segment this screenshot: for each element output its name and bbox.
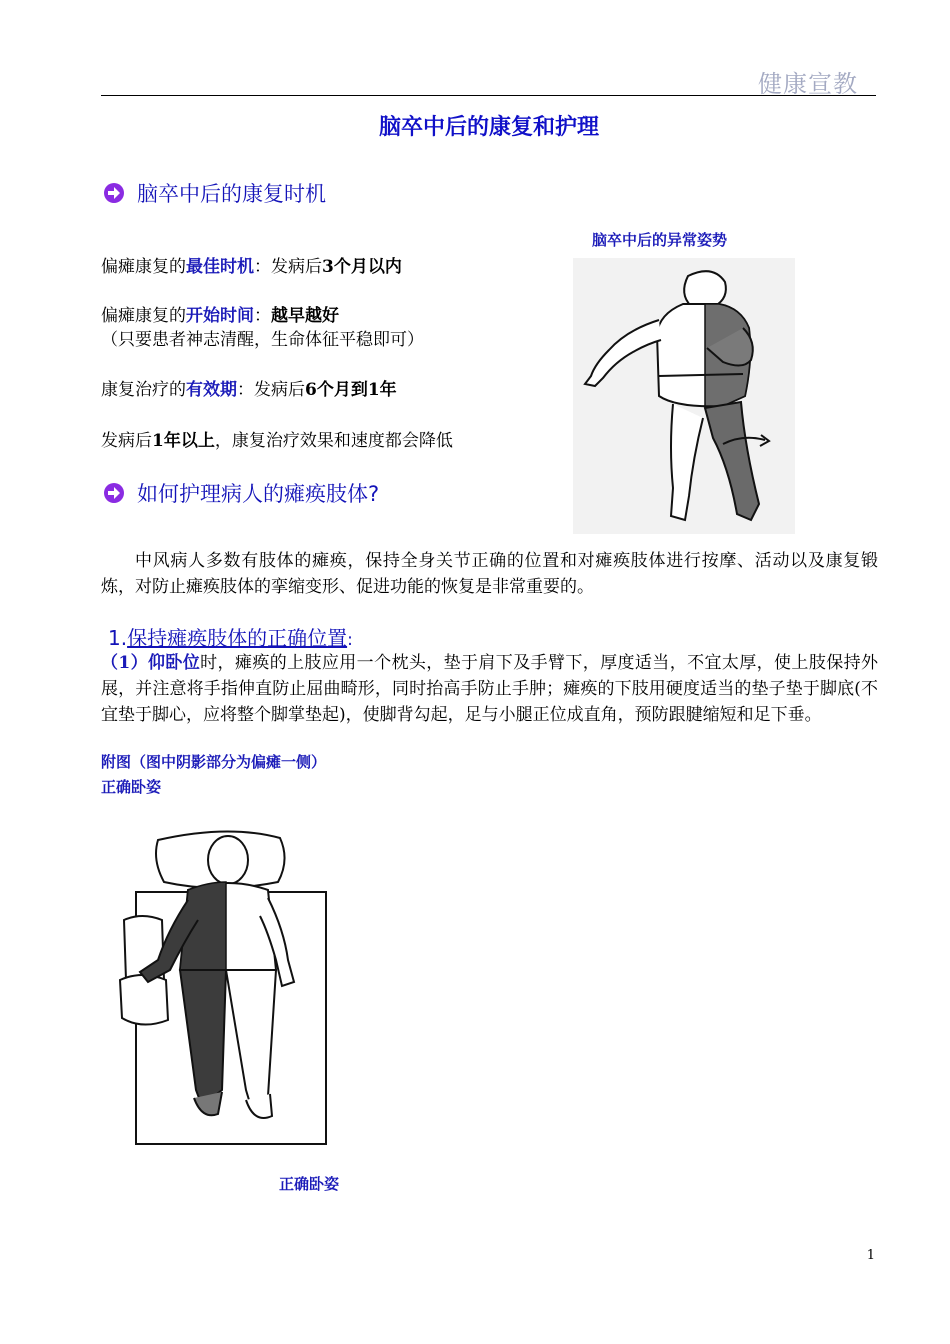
arrow-bullet-icon xyxy=(103,182,125,204)
page-title: 脑卒中后的康复和护理 xyxy=(378,115,599,140)
best-time-value: 3个月以内 xyxy=(322,257,402,277)
valid-period-value: 6个月到1年 xyxy=(305,380,397,400)
header-label: 健康宣教 xyxy=(758,70,858,98)
supine-item-label: （1） xyxy=(101,653,148,673)
valid-period-line xyxy=(101,375,397,400)
subsection1-colon: : xyxy=(347,630,353,650)
after-one-year-value: 1年以上 xyxy=(152,431,215,451)
section-heading-1-text: 脑卒中后的康复时机 xyxy=(137,182,326,206)
supine-item-key: 仰卧位 xyxy=(148,653,201,673)
valid-period-prefix: 康复治疗的 xyxy=(101,380,186,400)
start-time-key: 开始时间 xyxy=(186,306,254,326)
supine-position-illustration xyxy=(118,820,332,1150)
arrow-bullet-icon xyxy=(103,482,125,504)
best-time-line xyxy=(101,252,402,277)
figure2-caption: 正确卧姿 xyxy=(279,1175,340,1193)
subsection1-heading xyxy=(108,622,353,651)
valid-period-sep: ：发病后 xyxy=(237,380,305,400)
figure-note: 附图（图中阴影部分为偏瘫一侧） xyxy=(101,753,327,771)
after-one-year-prefix: 发病后 xyxy=(101,431,152,451)
section2-paragraph: 中风病人多数有肢体的瘫痪，保持全身关节正确的位置和对瘫痪肢体进行按摩、活动以及康复锻炼，对防止瘫痪肢体的挛缩变形、促进功能的恢复是非常重要的。 xyxy=(101,551,878,597)
figure1-caption: 脑卒中后的异常姿势 xyxy=(592,231,728,249)
subsection1-number: 1. xyxy=(108,626,128,650)
page-number: 1 xyxy=(866,1248,875,1263)
section-heading-2 xyxy=(103,478,379,508)
header-rule xyxy=(101,95,876,96)
start-time-prefix: 偏瘫康复的 xyxy=(101,306,186,326)
best-time-prefix: 偏瘫康复的 xyxy=(101,257,186,277)
start-time-note: （只要患者神志清醒，生命体征平稳即可） xyxy=(101,330,424,350)
abnormal-posture-illustration xyxy=(573,258,795,534)
figure-label: 正确卧姿 xyxy=(101,778,162,796)
after-one-year-suffix: ，康复治疗效果和速度都会降低 xyxy=(214,431,453,451)
section-heading-1 xyxy=(103,178,326,208)
start-time-line xyxy=(101,301,339,326)
valid-period-key: 有效期 xyxy=(186,380,237,400)
start-time-sep: ： xyxy=(254,306,271,326)
supine-paragraph xyxy=(101,650,878,728)
subsection1-heading-text: 保持瘫痪肢体的正确位置 xyxy=(127,626,348,650)
start-time-value: 越早越好 xyxy=(271,306,339,326)
supine-item-text: 时，瘫痪的上肢应用一个枕头，垫于肩下及手臂下，厚度适当，不宜太厚，使上肢保持外展，并注意将手指伸直防止屈曲畸形，同时抬高手防止手肿；瘫痪的下肢用硬度适当的垫子垫于脚底(不宜垫于脚心，应将整个脚掌垫起)，使脚背勾起，足与小腿正位成直角，预防跟腱缩短和足下垂。 xyxy=(101,653,878,725)
best-time-key: 最佳时机 xyxy=(186,257,254,277)
best-time-sep: ：发病后 xyxy=(254,257,322,277)
after-one-year-line xyxy=(101,426,453,451)
section-heading-2-text: 如何护理病人的瘫痪肢体? xyxy=(137,482,380,506)
